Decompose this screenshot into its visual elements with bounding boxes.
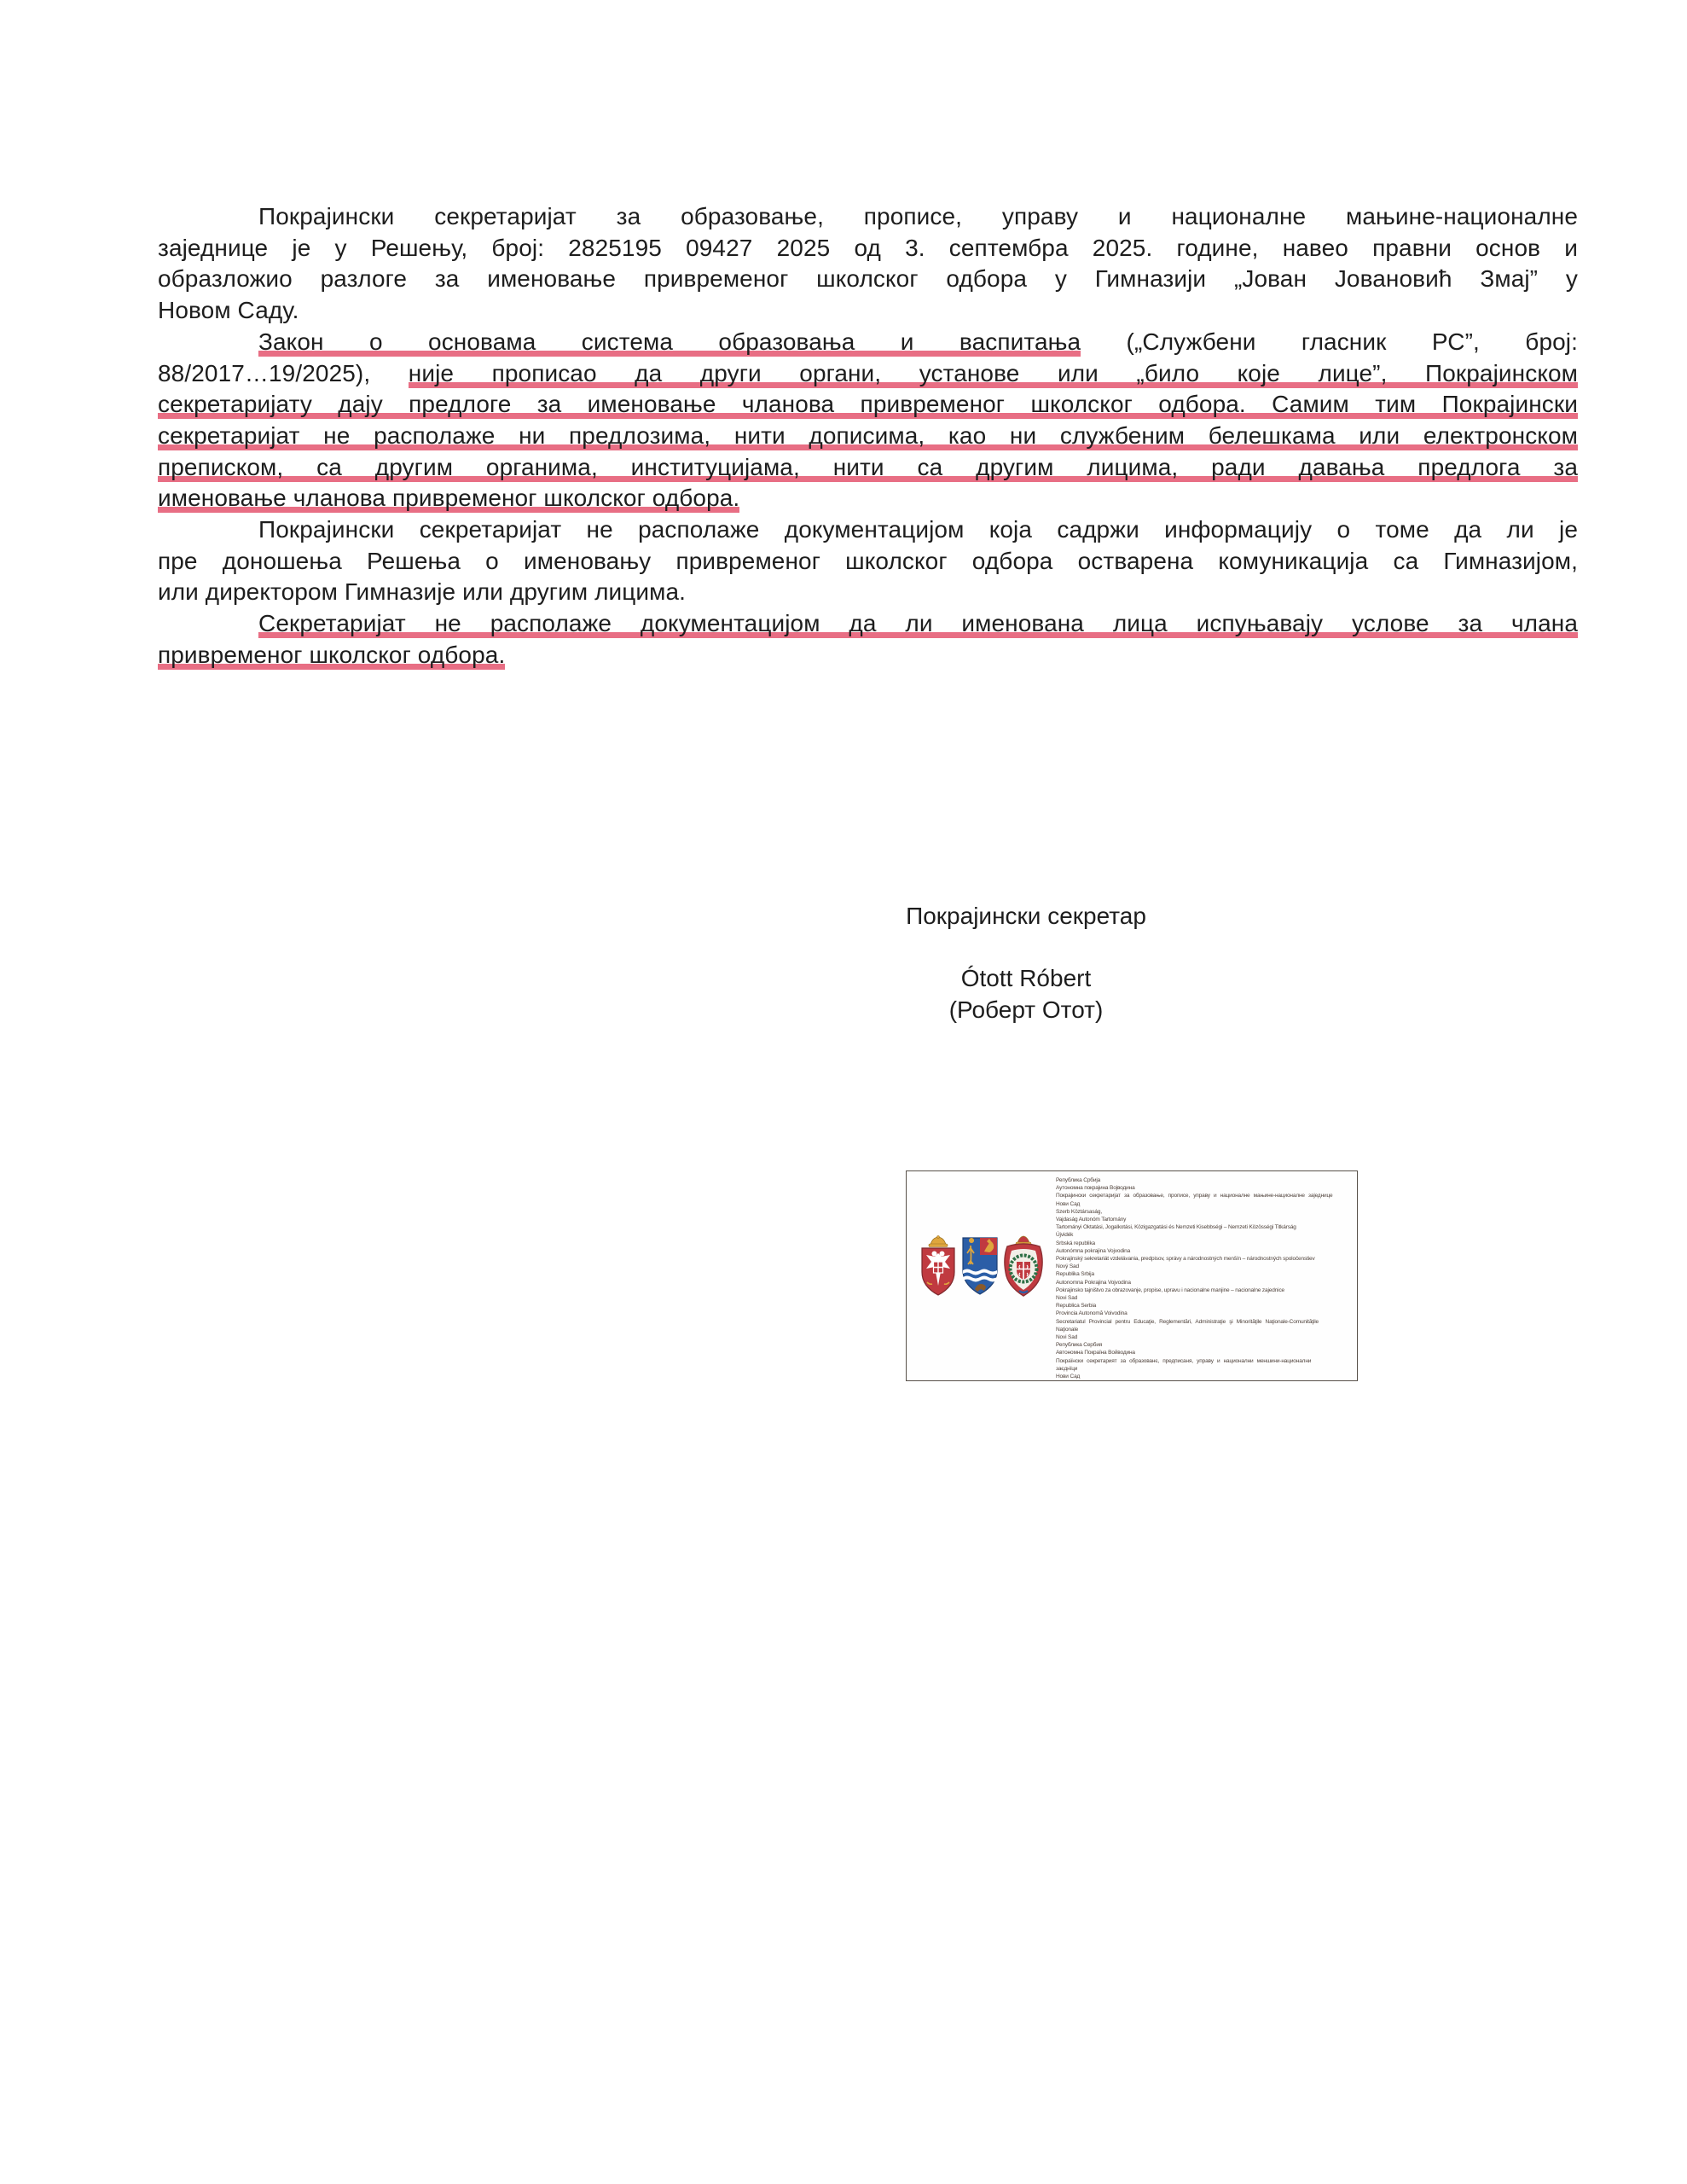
letterhead-line: Република Србија [1056,1177,1101,1183]
coat-of-arms-serbia-icon [919,1234,958,1299]
letterhead-line: Secretariatul Provincial pentru Educaţie, Reglementări, Administraţie şi Minorităţile Naţionale-Comunităţile [1056,1318,1319,1325]
underlined-text-segment: привременог школског одбора. [158,641,506,668]
letterhead-line: Republica Serbia [1056,1303,1097,1310]
letterhead-line: Pokrajinský sekretariát vzdelávania, predpisov, správy a národnostných menšín – národnostných spoločenstiev [1056,1256,1315,1263]
letterhead-line: Novi Sad [1056,1334,1078,1341]
letterhead-line: Újvidék [1056,1232,1074,1239]
letterhead-line: Autonómna pokrajina Vojvodina [1056,1247,1131,1254]
text-line [158,358,1578,390]
text-line [158,421,1578,452]
letterhead-line: Покрајински секретаријат за образовање, прописе, управу и националне мањине-националне заједнице [1056,1193,1333,1199]
coat-of-arms-vojvodina-traditional-icon [1002,1234,1045,1299]
letterhead-line: Vajdaság Autonóm Tartomány [1056,1217,1127,1223]
text-segment: („Службени гласник РС”, број: [1081,328,1578,355]
signature-spacer [870,932,1182,964]
signature-name-latin: Ótott Róbert [960,965,1092,992]
letterhead-line: Novi Sad [1056,1295,1078,1302]
text-line [158,577,1578,608]
text-segment: 88/2017…19/2025), [158,359,409,386]
underlined-text-segment: преписком, са другим органима, институцијама, нити са другим лицима, ради давања предлога за [158,453,1578,480]
text-line [158,264,1578,295]
underlined-text-segment: није прописао да други органи, установе или „било које лице”, Покрајинском [408,359,1579,386]
letterhead-line: Nový Sad [1056,1263,1079,1270]
underlined-text-segment: Закон о основама система образовања и васпитања [258,328,1081,355]
text-line [158,452,1578,484]
letterhead-line: Naţionale [1056,1326,1079,1333]
underlined-text-segment: секретаријату дају предлоге за именовање чланова привременог школског одбора. Самим тим Покрајински [158,391,1578,418]
text-segment: Новом Саду. [158,297,299,324]
letterhead-line: Покраїнски секретарият за образованє, предписаня, управу и национални меншини-национални [1056,1357,1312,1364]
letterhead-text [1056,1176,1357,1380]
letterhead-line: Автономна Покраїна Войводина [1056,1350,1135,1356]
letterhead-line: заєднїци [1056,1365,1078,1372]
letterhead-line: Република Сербия [1056,1342,1103,1349]
signature-title: Покрајински секретар [906,903,1146,929]
letterhead-line: Srbská republika [1056,1240,1096,1246]
letterhead-line: Аутономна покрајина Војводина [1056,1185,1135,1192]
paragraph [158,327,1578,514]
text-segment: образложио разлоге за именовање привременог школског одбора у Гимназији „Јован Јовановић Змај” у [158,265,1578,293]
text-line [158,640,1578,671]
emblem-row [919,1233,1045,1301]
letterhead-line: Нови Сад [1056,1374,1081,1380]
letterhead-line: Tartományi Oktatási, Jogalkotási, Közigazgatási és Nemzeti Kisebbségi – Nemzeti Közösségi Titkárság [1056,1224,1296,1231]
letterhead-line: Autonomna Pokrajina Vojvodina [1056,1279,1131,1286]
text-segment: заједнице је у Решењу, број: 2825195 09427 2025 од 3. септембра 2025. године, навео правни основ и [158,234,1578,261]
letterhead-line: Republika Srbija [1056,1271,1094,1278]
text-segment: пре доношења Решења о именовању привременог школског одбора остварена комуникација са Гимназијом, [158,547,1578,574]
letterhead-line: Pokrajinsko tajništvo za obrazovanje, propise, upravu i nacionalne manjine – nacionalne zajednice [1056,1287,1285,1293]
signature-block [870,901,1182,1026]
text-line [158,201,1578,233]
underlined-text-segment: секретаријат не располаже ни предлозима, нити дописима, као ни службеним белешкама или електронском [158,421,1578,449]
underlined-text-segment: Секретаријат не располаже документацијом да ли именована лица испуњавају услове за члана [258,610,1578,637]
text-line [158,389,1578,421]
paragraph [158,514,1578,608]
underlined-text-segment: именовање чланова привременог школског одбора. [158,485,740,512]
text-line [158,233,1578,264]
text-line [158,483,1578,514]
text-segment: Покрајински секретаријат не располаже документацијом која садржи информацију о томе да ли је [258,516,1578,543]
letterhead-line: Provincia Autonomă Voivodina [1056,1310,1128,1317]
text-line [158,295,1578,327]
letterhead-line: Нови Сад [1056,1200,1081,1207]
text-line [158,514,1578,546]
signature-name-cyrillic: (Роберт Отот) [948,996,1104,1024]
text-block [158,201,1578,671]
letterhead-footer-box [906,1170,1358,1381]
coat-of-arms-vojvodina-icon [961,1236,999,1298]
text-segment: Покрајински секретаријат за образовање, прописе, управу и националне мањине-националне [258,203,1578,229]
paragraph [158,201,1578,327]
letterhead-line: Szerb Köztársaság, [1056,1208,1103,1215]
paragraph [158,608,1578,671]
text-segment: или директором Гимназије или другим лицима. [158,578,687,606]
text-line [158,327,1578,358]
text-line [158,608,1578,640]
text-line [158,546,1578,578]
